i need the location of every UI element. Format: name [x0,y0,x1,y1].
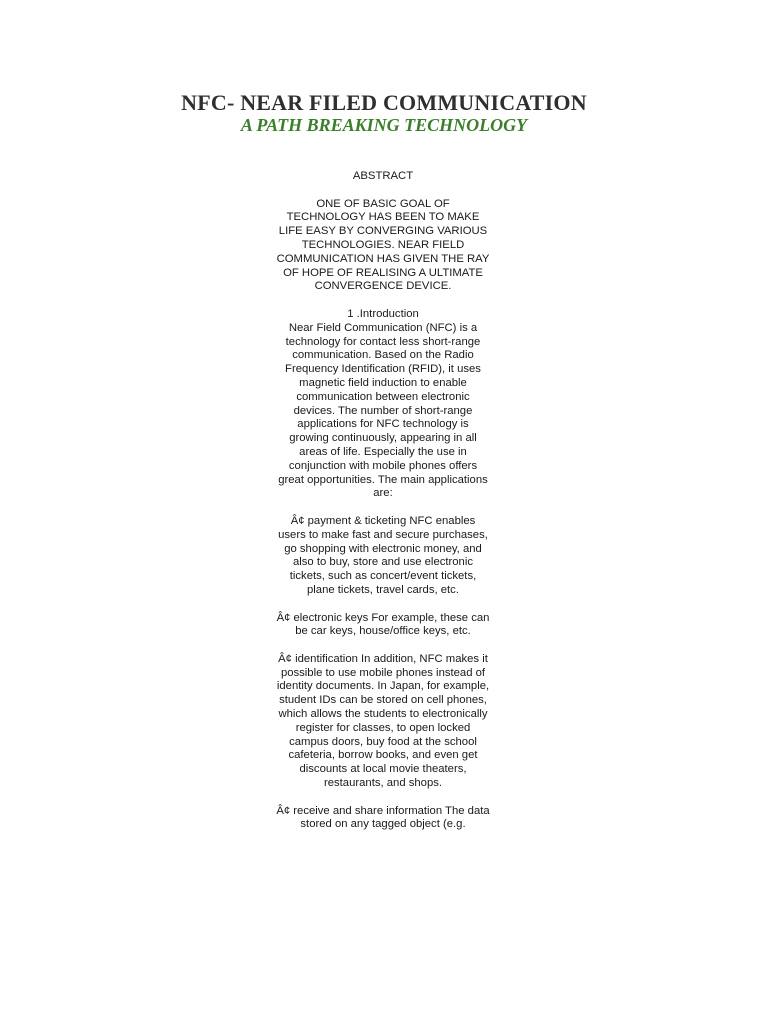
introduction-paragraph: Near Field Communication (NFC) is a technology for contact less short-range communication. Based on the Radio Frequency Identification (RFID), it uses magnetic field induction to enable communication between electronic devices. The number of short-range applications for NFC technology is growing continuously, appearing in all areas of life. Especially the use in conjunction with mobile phones offers great opportunities. The main applications are: [278,321,488,500]
text-column [276,170,490,846]
abstract-paragraph: ONE OF BASIC GOAL OF TECHNOLOGY HAS BEEN TO MAKE LIFE EASY BY CONVERGING VARIOUS TECHNOLOGIES. NEAR FIELD COMMUNICATION HAS GIVEN THE RAY OF HOPE OF REALISING A ULTIMATE CONVERGENCE DEVICE. [276,197,490,293]
introduction-heading: 1 .Introduction [347,307,419,320]
bullet-electronic-keys: Â¢ electronic keys For example, these can be car keys, house/office keys, etc. [276,611,490,638]
document-title: NFC- NEAR FILED COMMUNICATION [181,90,587,115]
abstract-heading: ABSTRACT [352,170,414,182]
bullet-identification: Â¢ identification In addition, NFC makes it possible to use mobile phones instead of identity documents. In Japan, for example, student IDs can be stored on cell phones, which allows the students to electronically register for classes, to open locked campus doors, buy food at the school cafeteria, borrow books, and even get discounts at local movie theaters, restaurants, and shops. [276,652,490,790]
document-subtitle: A PATH BREAKING TECHNOLOGY [240,115,528,135]
bullet-payment-ticketing: Â¢ payment & ticketing NFC enables users to make fast and secure purchases, go shopping with electronic money, and also to buy, store and use electronic tickets, such as concert/event tickets, plane tickets, travel cards, etc. [278,514,488,596]
bullet-receive-share-information: Â¢ receive and share information The data stored on any tagged object (e.g. [276,804,490,831]
